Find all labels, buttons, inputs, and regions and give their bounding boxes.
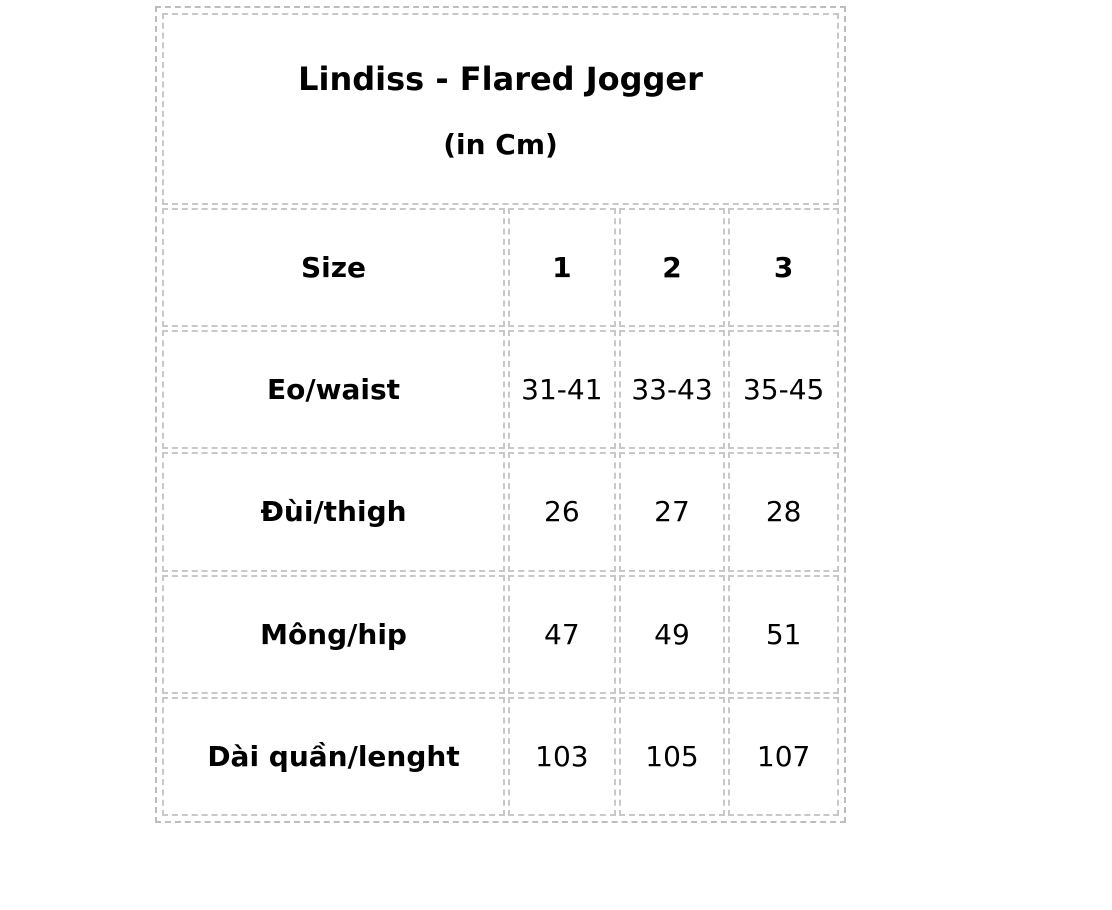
title-cell [162, 13, 839, 205]
header-size-2: 2 [619, 208, 726, 327]
chart-title: Lindiss - Flared Jogger [298, 60, 703, 98]
table-cell: 103 [508, 697, 616, 816]
header-row [162, 208, 839, 327]
title-row [162, 13, 839, 205]
row-label-length: Dài quần/lenght [162, 697, 505, 816]
row-label-thigh: Đùi/thigh [162, 452, 505, 571]
table-cell: 105 [619, 697, 726, 816]
table-cell: 28 [728, 452, 839, 571]
header-size-3: 3 [728, 208, 839, 327]
table-row [162, 575, 839, 694]
row-label-hip: Mông/hip [162, 575, 505, 694]
row-label-waist: Eo/waist [162, 330, 505, 449]
table-row [162, 452, 839, 571]
table-cell: 51 [728, 575, 839, 694]
table-cell: 31-41 [508, 330, 616, 449]
table-cell: 33-43 [619, 330, 726, 449]
chart-unit: (in Cm) [443, 128, 558, 161]
table-row [162, 330, 839, 449]
table-cell: 27 [619, 452, 726, 571]
header-label: Size [162, 208, 505, 327]
table-cell: 35-45 [728, 330, 839, 449]
header-size-1: 1 [508, 208, 616, 327]
table-cell: 49 [619, 575, 726, 694]
table-cell: 47 [508, 575, 616, 694]
table-row [162, 697, 839, 816]
size-table [159, 10, 842, 819]
table-cell: 107 [728, 697, 839, 816]
table-cell: 26 [508, 452, 616, 571]
size-chart [155, 6, 846, 823]
